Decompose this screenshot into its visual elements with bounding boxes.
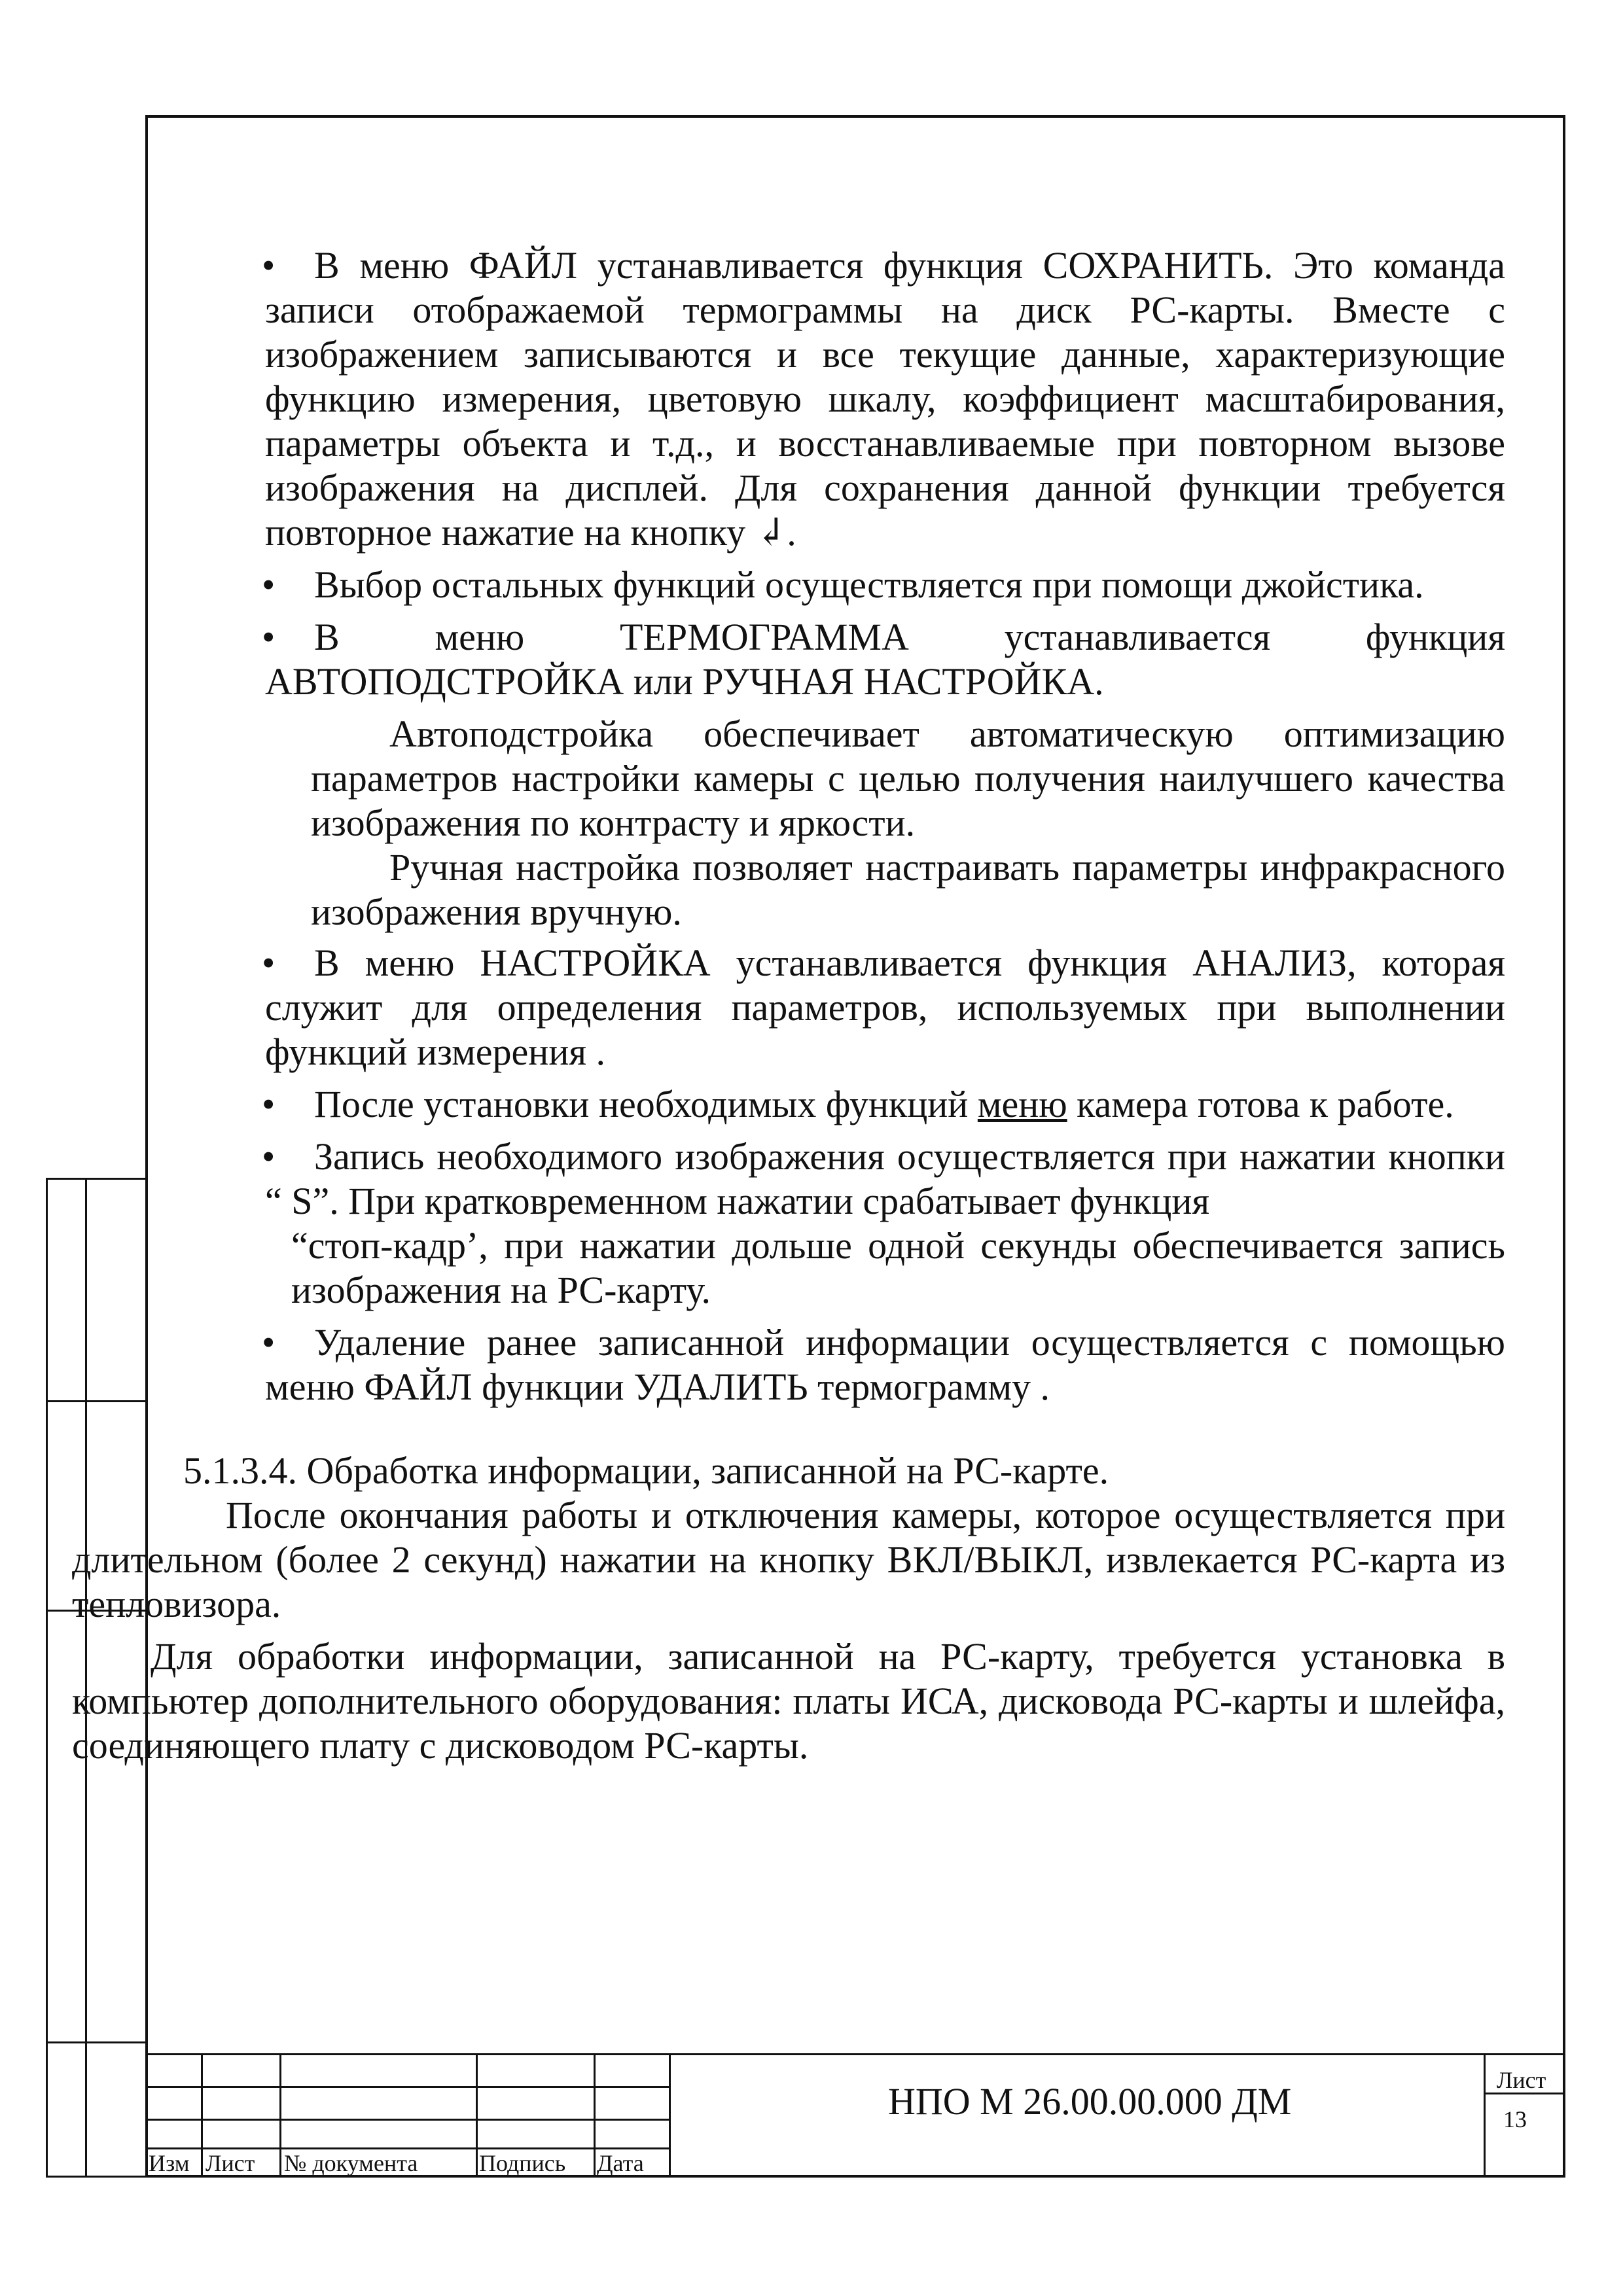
document-body	[72, 243, 1505, 1768]
section-paragraph: Для обработки информации, записанной на РС-карту, требуется установка в компьютер дополнительного оборудования: платы ИСА, дисковода РС-карты и шлейфа, соединяющего плату с дисководом РС-карты.	[72, 1635, 1505, 1767]
stamp-line	[46, 1610, 145, 1612]
sheet-number: 13	[1503, 2106, 1527, 2132]
bullet-marker: •	[262, 1321, 276, 1364]
bullet-item	[151, 1082, 1505, 1127]
bullet-marker: •	[262, 244, 276, 287]
bullet-marker: •	[262, 942, 276, 984]
bullet-continuation: “стоп-кадр’, при нажатии дольше одной секунды обеспечивается запись изображения на РС-карту.	[291, 1224, 1505, 1311]
caption-list: Лист	[205, 2150, 255, 2176]
menu-underlined-word: меню	[977, 1083, 1067, 1125]
bullet-marker: •	[262, 616, 276, 658]
title-block-line	[145, 2053, 1565, 2055]
bullet-text: Удаление ранее записанной информации осуществляется с помощью меню ФАЙЛ функции УДАЛИТЬ термограмму .	[265, 1321, 1505, 1408]
bullet-text: В меню ФАЙЛ устанавливается функция СОХРАНИТЬ. Это команда записи отображаемой термограммы на диск РС-карты. Вместе с изображением записываются и все текущие данные, характеризующие функцию измерения, цветовую шкалу, коэффициент масштабирования, параметры объекта и т.д., и восстанавливаемые при повторном вызове изображения на дисплей. Для сохранения данной функции требуется повторное нажатие на кнопку ↲.	[265, 244, 1505, 554]
title-block-line	[669, 2053, 671, 2178]
bullet-text: Запись необходимого изображения осуществляется при нажатии кнопки “ S”. При кратковременном нажатии срабатывает функция	[265, 1135, 1505, 1222]
stamp-line	[46, 1178, 48, 2178]
bullet-text: В меню НАСТРОЙКА устанавливается функция АНАЛИЗ, которая служит для определения параметров, используемых при выполнении функций измерения .	[265, 942, 1505, 1073]
sub-paragraph: Автоподстройка обеспечивает автоматическую оптимизацию параметров настройки камеры с целью получения наилучшего качества изображения по контрасту и яркости.	[311, 713, 1505, 844]
bullet-item	[151, 1135, 1505, 1313]
bullet-marker: •	[262, 1083, 276, 1125]
left-stamp-grid	[46, 1178, 145, 2178]
bullet-marker: •	[262, 1135, 276, 1178]
bullet-item	[151, 563, 1505, 607]
bullet-text-tail: камера готова к работе.	[1067, 1083, 1454, 1125]
section-paragraph: После окончания работы и отключения камеры, которое осуществляется при длительном (более 2 секунд) нажатии на кнопку ВКЛ/ВЫКЛ, извлекается РС-карта из тепловизора.	[72, 1494, 1505, 1625]
stamp-line	[46, 2176, 145, 2178]
bullet-marker: •	[262, 563, 276, 606]
caption-document-number: № документа	[284, 2150, 418, 2176]
stamp-line	[46, 2041, 145, 2043]
title-block-line	[145, 2147, 669, 2149]
title-block-line	[145, 2119, 669, 2121]
bullet-item	[151, 243, 1505, 555]
bullet-text: После установки необходимых функций	[314, 1083, 978, 1125]
bullet-item	[151, 615, 1505, 704]
sub-paragraphs	[151, 712, 1505, 934]
caption-izm: Изм	[149, 2150, 190, 2176]
title-block-line	[594, 2053, 596, 2178]
title-block-line	[279, 2053, 281, 2178]
section-block	[0, 1449, 1505, 1768]
sub-paragraph: Ручная настройка позволяет настраивать параметры инфракрасного изображения вручную.	[311, 846, 1505, 933]
title-block	[145, 2053, 1565, 2178]
title-block-line	[201, 2053, 203, 2178]
stamp-line	[46, 1400, 145, 1402]
caption-signature: Подпись	[479, 2150, 566, 2176]
stamp-line	[85, 1178, 87, 2178]
stamp-line	[46, 1178, 145, 1180]
title-block-line	[476, 2053, 478, 2178]
sheet-label: Лист	[1497, 2067, 1546, 2093]
caption-date: Дата	[597, 2150, 644, 2176]
bullet-text: Выбор остальных функций осуществляется при помощи джойстика.	[314, 563, 1424, 606]
title-block-line	[1484, 2053, 1486, 2178]
bullet-item	[151, 941, 1505, 1074]
document-code: НПО М 26.00.00.000 ДМ	[888, 2080, 1292, 2123]
bullet-item	[151, 1320, 1505, 1409]
section-heading: 5.1.3.4. Обработка информации, записанной на РС-карте.	[183, 1449, 1109, 1492]
title-block-line	[145, 2086, 669, 2088]
bullet-text: В меню ТЕРМОГРАММА устанавливается функция АВТОПОДСТРОЙКА или РУЧНАЯ НАСТРОЙКА.	[265, 616, 1505, 703]
